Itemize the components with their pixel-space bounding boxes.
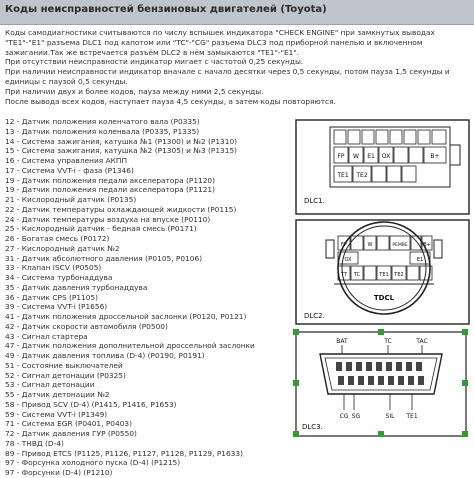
dlc3-label: SIL [385,413,395,420]
code-item: 34 - Система турбонаддува [5,273,113,282]
code-item: 39 - Система VVT-i (P1656) [5,302,108,312]
code-item: 53 - Сигнал детонации [5,380,95,390]
dlc2-pin-label: TE1 [379,272,389,278]
dlc3-label: TAC [416,338,428,345]
dlc2-bottom-pins [338,266,432,280]
code-item: 24 - Датчик температуры воздуха на впуске (P0110) [5,214,211,224]
code-item: 12 - Датчик положения коленчатого вала (P0335) [5,117,200,126]
dlc3-diagram [292,330,472,440]
code-item: 49 - Датчик давления топлива (D-4) (P0190, P0191) [5,351,205,360]
code-item: 19 - Датчик положения педали акселератора (P1120) [5,175,216,185]
title-bar [0,0,474,25]
dlc3-label: BAT [336,338,348,345]
intro-line: При наличии неисправности индикатор вначале с начало десятки через 0,5 секунды, потом пауза 1,5 секунды и [5,67,450,77]
code-item: 25 - Кислородный датчик - бедная смесь (P0171) [5,224,197,234]
code-item: 42 - Датчик скорости автомобиля (P0500) [5,321,168,331]
intro-line: зажигании.Так же встречается разъём DLC2 в нём замыкаются "TE1"-"E1". [5,47,300,57]
dlc1-pin-label: FP [337,153,345,160]
dlc3-label: SG [351,413,361,420]
code-item: 89 - Привод ETCS (P1125, P1126, P1127, P1128, P1129, P1633) [5,448,243,458]
code-item: 78 - ТНВД (D-4) [5,438,64,448]
dlc2-pin-label: W [367,242,373,248]
dlc3-top-labels [336,338,427,345]
code-item: 47 - Датчик положения дополнительной дроссельной заслонки [5,341,255,351]
dlc3-bottom-labels [340,413,418,420]
code-item: 51 - Состояние выключателей [5,360,123,370]
dlc3-label: TE1 [406,413,418,420]
intro-text [5,28,471,106]
code-item: 36 - Датчик CPS (P1105) [5,292,99,302]
code-item: 71 - Система EGR (P0401, P0403) [5,419,132,429]
intro-line: единицы с паузой 0,5 секунды. [5,76,128,86]
dlc2-pin-label: TT [340,272,348,278]
code-item: 52 - Сигнал детонации (P0325) [5,370,126,380]
code-item: 72 - Датчик давления ГУР (P0550) [5,429,137,438]
dlc2-pin-label: B+ [423,242,431,248]
code-item: 17 - Система VVT-i - фаза (P1346) [5,165,134,175]
code-list [5,117,290,478]
dlc1-pin-label: TE1 [337,172,349,179]
code-item: 21 - Кислородный датчик (P0135) [5,195,137,204]
dlc1-pin-label: W [353,153,359,160]
intro-line: При отсутствии неисправности индикатор мигает с частотой 0,25 секунды. [5,57,304,67]
code-item: 41 - Датчик положения дроссельной заслонки (P0120, P0121) [5,312,247,321]
code-item: 31 - Датчик абсолютного давления (P0105, P0106) [5,253,203,263]
intro-line: Коды самодиагностики считываются по числу вспышек индикатора "CHECK ENGINE" при замкнутых выводах [5,28,435,37]
dlc1-pin-label: E1 [367,153,375,160]
dlc2-title: DLC2. [304,312,325,320]
code-item: 22 - Датчик температуры охлаждающей жидкости (P0115) [5,204,237,214]
code-item: 15 - Система зажигания, катушка №2 (P1305) и №3 (P1315) [5,146,238,156]
dlc2-pin-label: FP [341,242,347,248]
dlc1-pin-label: OX [381,153,391,160]
code-item: 97 - Форсунки (D-4) (P1210) [5,468,113,477]
code-item: 43 - Сигнал стартера [5,331,88,341]
dlc2-diagram [292,218,472,326]
dlc3-pins [336,362,424,385]
code-item: 97 - Форсунка холодного пуска (D-4) (P1215) [5,458,181,468]
code-item: 55 - Датчик детонации №2 [5,390,110,399]
dlc1-title: DLC1. [304,197,325,205]
dlc2-pin-label: TE2 [394,272,404,278]
dlc3-title: DLC3. [302,423,323,431]
dlc2-pin-label: OX [344,257,352,263]
dlc3-label: CG [339,413,349,420]
intro-line: При наличии двух и более кодов, пауза между ними 2,5 секунды. [5,86,264,96]
intro-line: "TE1"-"E1" разъема DLC1 под капотом или "TC"-"CG" разъема DLC3 под приборной панелью и включенном [5,37,423,47]
code-item: 16 - Система управления АКПП [5,156,128,165]
code-item: 19 - Датчик положения педали акселератора (P1121) [5,185,216,195]
code-item: 27 - Кислородный датчик №2 [5,243,120,253]
dlc1-diagram [292,117,472,217]
dlc3-label: TC [384,338,392,345]
code-item: 58 - Привод SCV (D-4) (P1415, P1416, P1653) [5,399,177,409]
code-item: 33 - Клапан ISCV (P0505) [5,263,102,273]
dlc2-pin-label: E1 [416,257,424,263]
dlc1-pin-label: TE2 [356,172,368,179]
dlc2-mid-pins [338,252,430,264]
dlc2-pin-label: TC [353,272,361,278]
intro-line: После вывода всех кодов, наступает пауза 4,5 секунды, а затем коды повторяются. [5,96,336,106]
code-item: 14 - Система зажигания, катушка №1 (P1300) и №2 (P1310) [5,136,238,146]
code-item: 59 - Система VVT-i (P1349) [5,409,108,419]
dlc2-logo: TDCL [373,294,395,302]
dlc1-pin-label: B+ [430,153,440,160]
code-item: 35 - Датчик давления турбонаддува [5,282,148,292]
code-item: 26 - Богатая смесь (P0172) [5,234,110,243]
dlc2-pin-label: PEMBE [392,243,408,248]
page-title: Коды неисправностей бензиновых двигателей (Toyota) [5,4,327,15]
code-item: 13 - Датчик положения коленвала (P0335, P1335) [5,126,200,136]
